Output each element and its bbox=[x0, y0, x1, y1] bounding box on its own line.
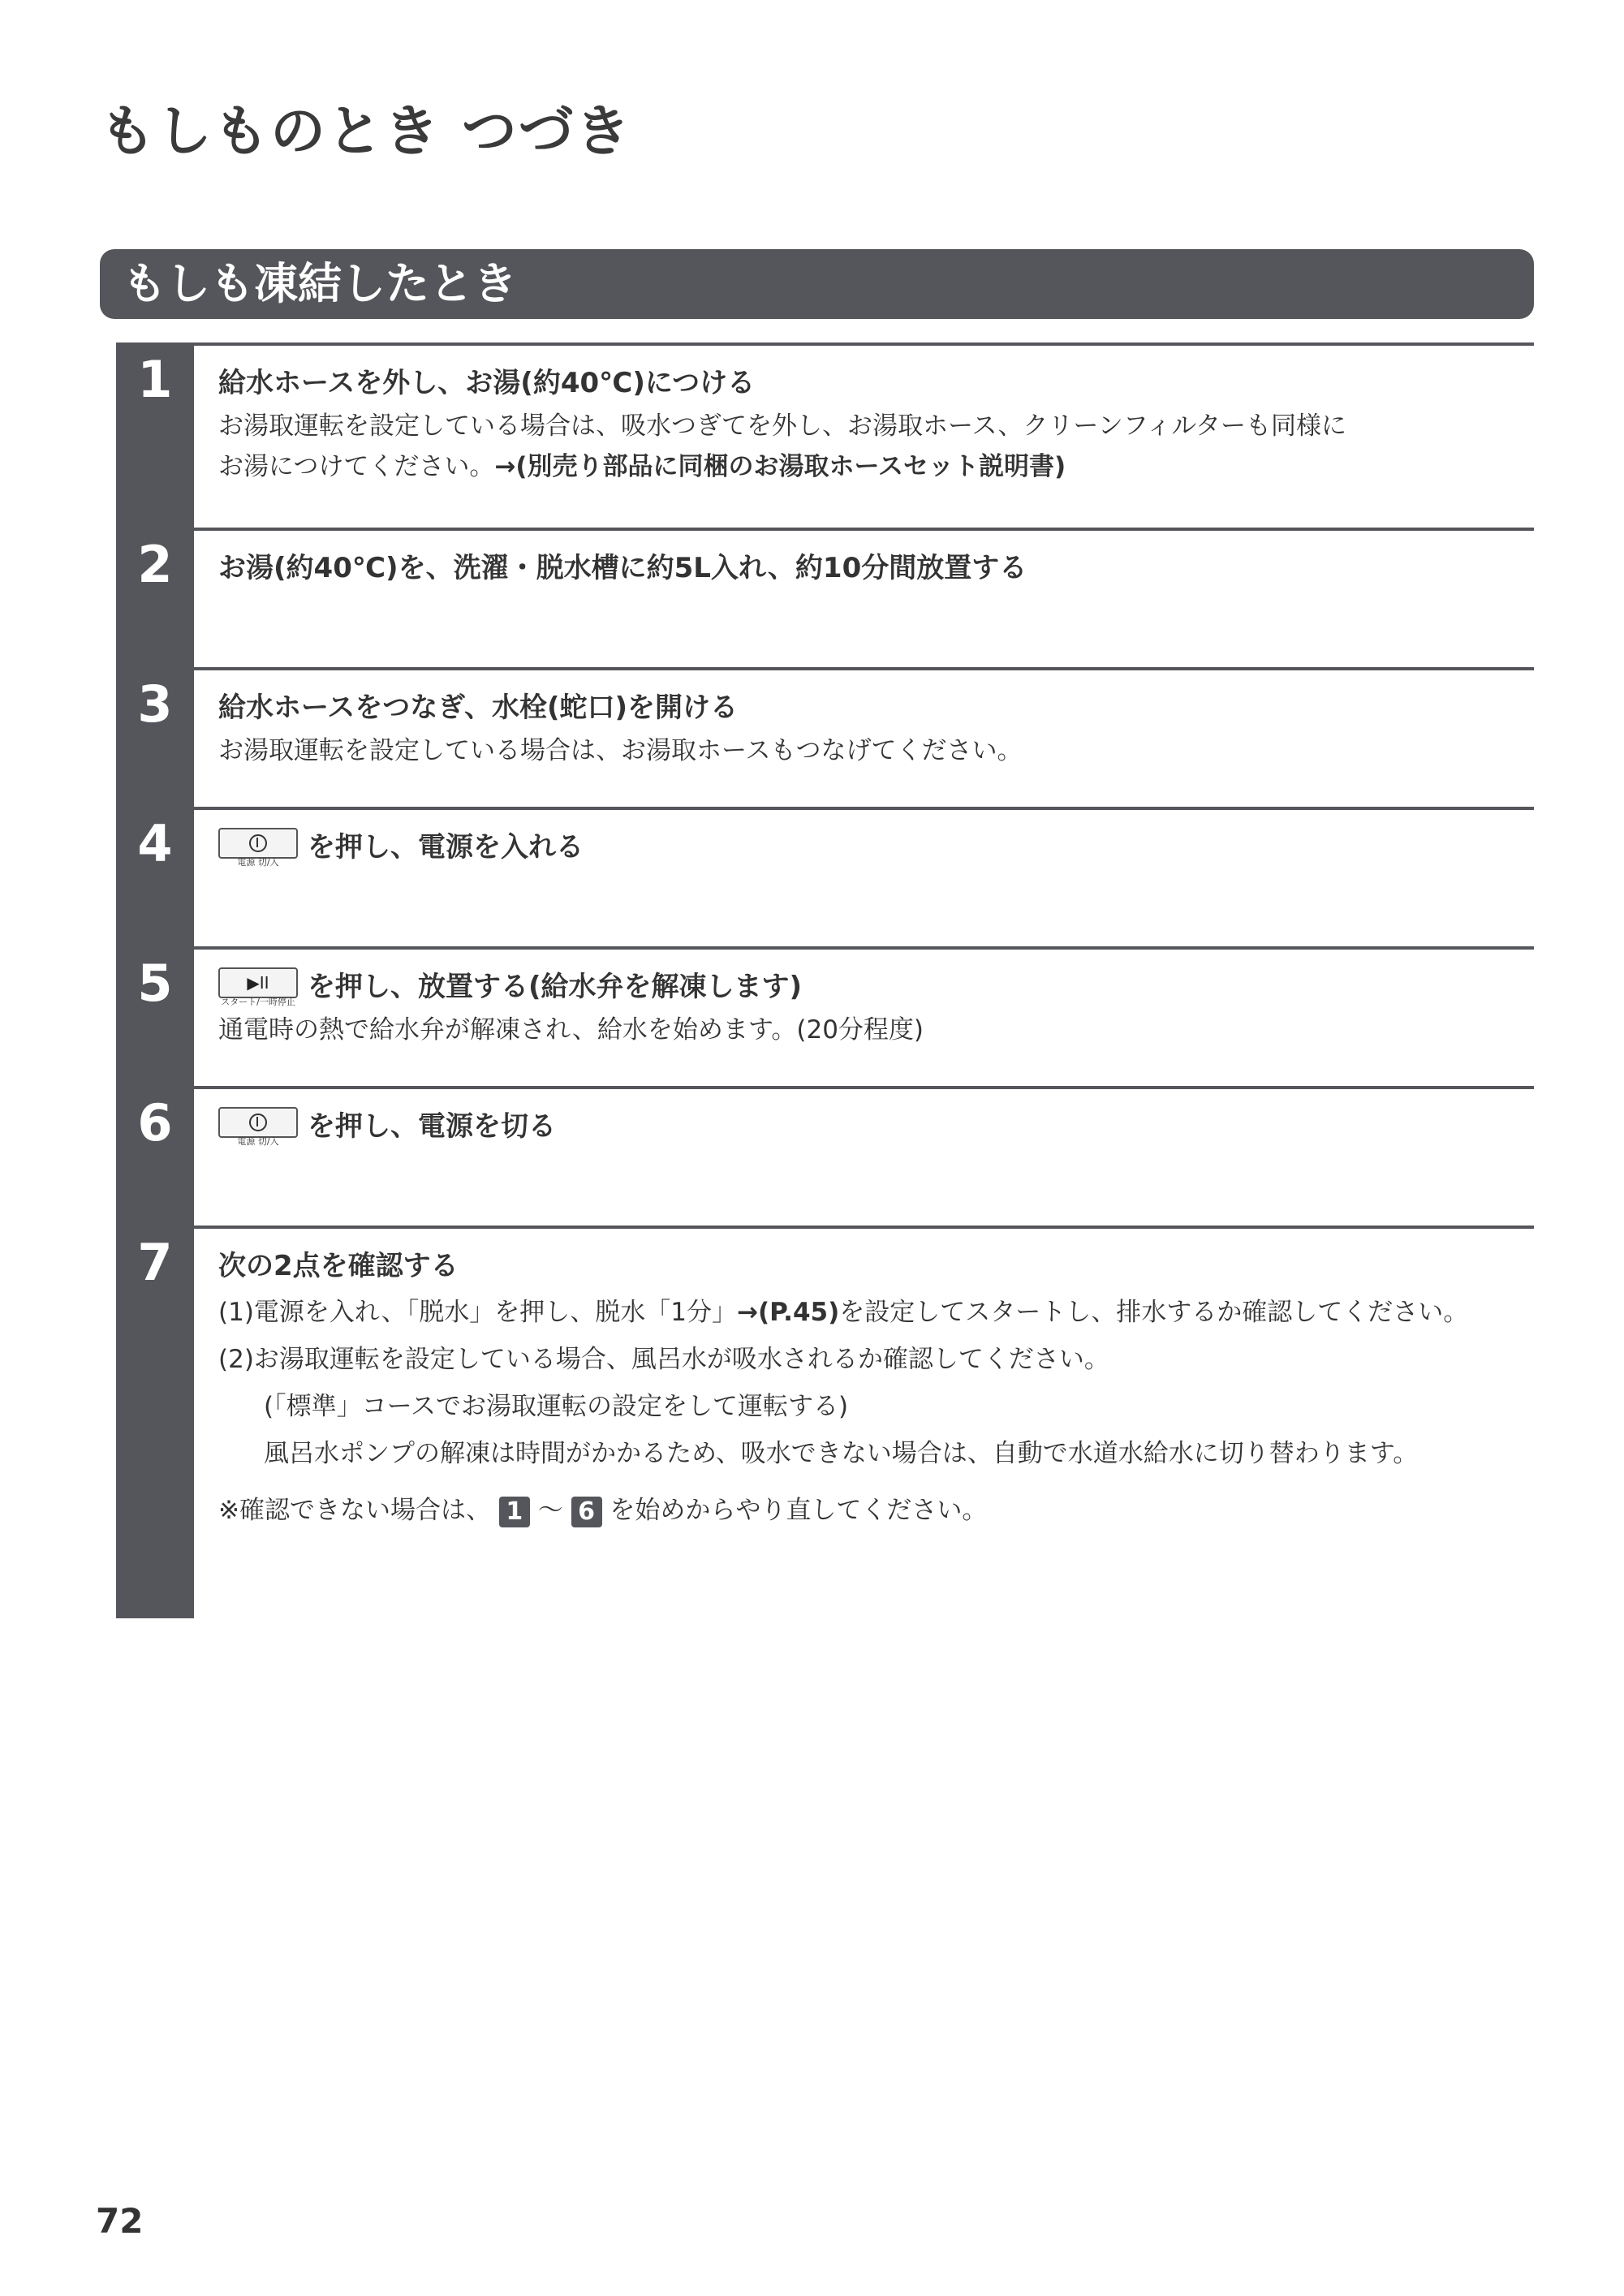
step-text: お湯取運転を設定している場合は、吸水つぎてを外し、お湯取ホース、クリーンフィルターも同様に bbox=[218, 411, 1347, 441]
step-text: お湯取運転を設定している場合は、お湯取ホースもつなげてください。 bbox=[218, 736, 1023, 765]
step-5 bbox=[116, 946, 1534, 1088]
section-header bbox=[100, 249, 1534, 319]
step-ref-badge: 1 bbox=[499, 1497, 530, 1527]
power-button-icon: 電源 切/入 bbox=[218, 825, 298, 870]
step-number-badge: 7 bbox=[116, 1226, 194, 1618]
step-divider bbox=[116, 946, 1534, 950]
step-divider bbox=[116, 528, 1534, 531]
step-number-badge: 4 bbox=[116, 807, 194, 948]
step-ref-badge: 6 bbox=[571, 1497, 602, 1527]
step-text: (1)電源を入れ、「脱水」を押し、脱水「1分」→(P.45)を設定してスタートし、排水するか確認してください。 bbox=[218, 1298, 1469, 1327]
step-7 bbox=[116, 1226, 1534, 1618]
step-divider bbox=[116, 1086, 1534, 1089]
step-divider bbox=[116, 807, 1534, 810]
step-4 bbox=[116, 807, 1534, 948]
step-6 bbox=[116, 1086, 1534, 1227]
step-text: (「標準」コースでお湯取運転の設定をして運転する) bbox=[264, 1392, 849, 1421]
step-divider bbox=[116, 667, 1534, 670]
step-title: を押し、放置する(給水弁を解凍します) bbox=[308, 971, 803, 1003]
step-number-badge: 5 bbox=[116, 946, 194, 1088]
step-title: を押し、電源を入れる bbox=[308, 831, 584, 864]
step-title: を押し、電源を切る bbox=[308, 1110, 556, 1143]
power-icon bbox=[249, 1114, 267, 1131]
step-divider bbox=[116, 1226, 1534, 1229]
step-3 bbox=[116, 667, 1534, 808]
step-number-badge: 1 bbox=[116, 342, 194, 529]
step-title: 給水ホースをつなぎ、水栓(蛇口)を開ける bbox=[218, 691, 739, 724]
step-text: 風呂水ポンプの解凍は時間がかかるため、吸水できない場合は、自動で水道水給水に切り替わります。 bbox=[264, 1439, 1419, 1468]
step-1 bbox=[116, 342, 1534, 529]
page-number: 72 bbox=[96, 2201, 144, 2241]
power-icon bbox=[249, 834, 267, 852]
step-number-badge: 3 bbox=[116, 667, 194, 808]
reference-link: →(P.45) bbox=[737, 1298, 840, 1327]
step-number-badge: 6 bbox=[116, 1086, 194, 1227]
step-text: (2)お湯取運転を設定している場合、風呂水が吸水されるか確認してください。 bbox=[218, 1345, 1109, 1374]
step-title: お湯(約40℃)を、洗濯・脱水槽に約5L入れ、約10分間放置する bbox=[218, 552, 1027, 584]
steps-list bbox=[116, 342, 1534, 1618]
step-number-badge: 2 bbox=[116, 528, 194, 669]
step-title: 次の2点を確認する bbox=[218, 1250, 459, 1282]
step-divider bbox=[116, 342, 1534, 346]
play-pause-icon: ▶II bbox=[247, 973, 269, 993]
reference-link: →(別売り部品に同梱のお湯取ホースセット説明書) bbox=[494, 452, 1066, 481]
step-text: お湯につけてください。→(別売り部品に同梱のお湯取ホースセット説明書) bbox=[218, 452, 1066, 481]
section-title: もしも凍結したとき bbox=[123, 258, 517, 309]
power-button-icon: 電源 切/入 bbox=[218, 1104, 298, 1149]
page-title: もしものとき つづき bbox=[100, 100, 632, 164]
step-title: 給水ホースを外し、お湯(約40℃)につける bbox=[218, 367, 756, 399]
start-pause-button-icon: ▶II スタート/一時停止 bbox=[218, 964, 298, 1010]
step-text: 通電時の熱で給水弁が解凍され、給水を始めます。(20分程度) bbox=[218, 1015, 924, 1045]
step-2 bbox=[116, 528, 1534, 669]
step-note: ※確認できない場合は、 1 〜 6 を始めからやり直してください。 bbox=[218, 1496, 988, 1526]
